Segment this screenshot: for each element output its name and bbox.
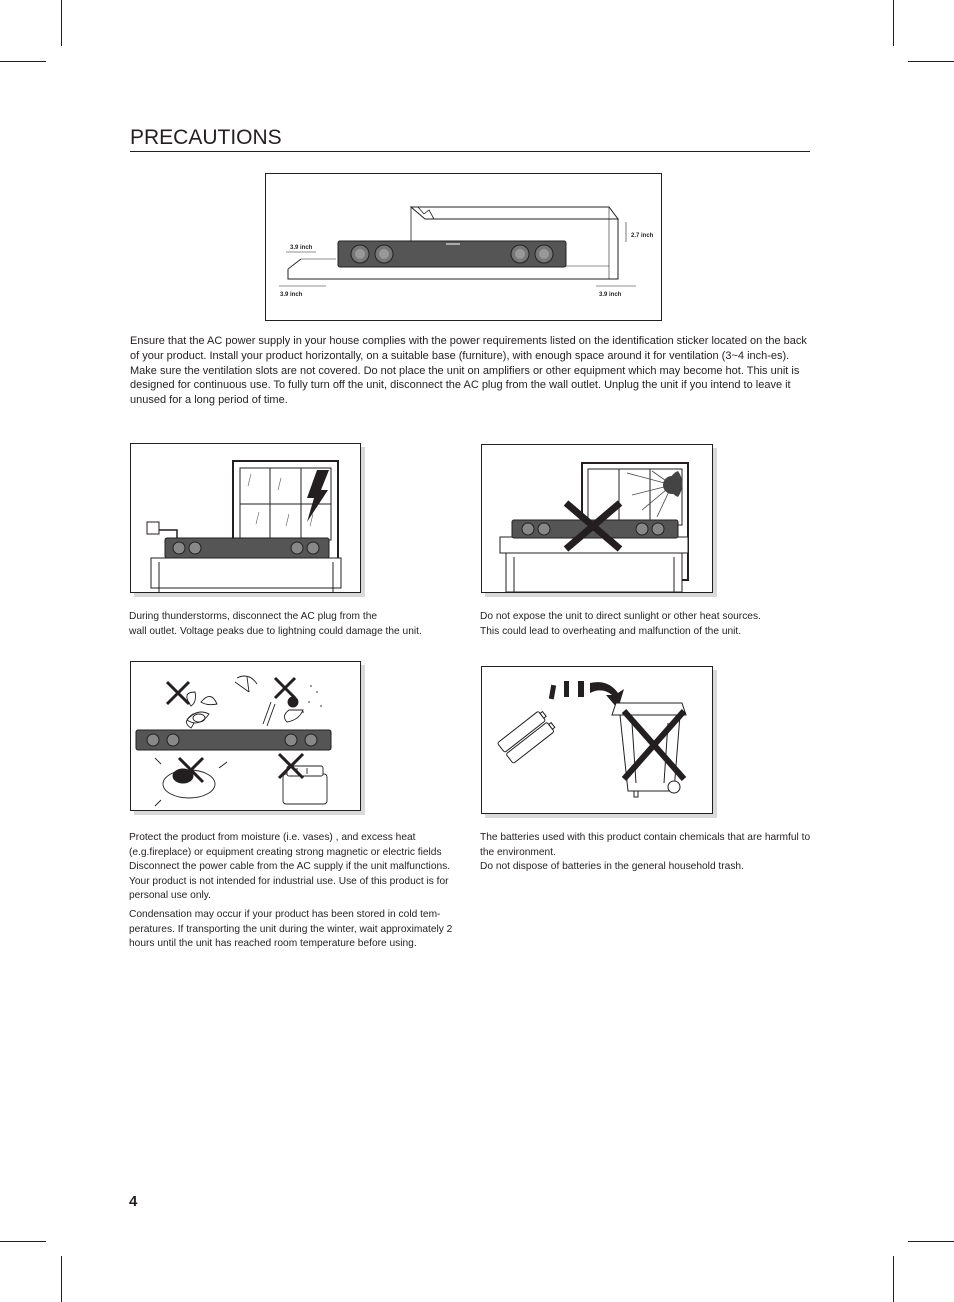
prohibited-x-icon	[167, 682, 189, 704]
dimension-label-bottom-right: 3.9 inch	[599, 292, 622, 298]
dimension-label-bottom-left: 3.9 inch	[280, 292, 303, 298]
soundbar-icon	[165, 538, 329, 558]
dimension-label-height: 2.7 inch	[631, 233, 654, 239]
soundbar-icon	[338, 241, 566, 267]
thunderstorm-figure	[130, 443, 361, 593]
crop-mark	[0, 61, 46, 62]
page-number: 4	[129, 1193, 138, 1210]
arrow-icon	[549, 681, 624, 709]
crop-mark	[908, 1241, 954, 1242]
toaster-icon	[283, 766, 327, 804]
title-divider	[130, 151, 810, 152]
moisture-heat-caption: Protect the product from moisture (i.e. vases) , and excess heat (e.g.fireplace) or equipment creating strong magnetic or electric fields Disconnect the power cable from the AC supply if the unit malfunctions. Your product is not intended for industrial use. Use of this product is for personal use only. Condensation may occur if your product has been stored in cold tem-peratures. If transporting the unit during the winter, wait approximately 2 hours until the unit has reached room temperature before using.	[129, 832, 453, 950]
sunlight-figure	[481, 444, 713, 593]
crop-mark	[893, 0, 894, 46]
crop-mark	[0, 1241, 46, 1242]
crop-mark	[908, 61, 954, 62]
crop-mark	[61, 0, 62, 46]
crop-mark	[61, 1256, 62, 1302]
battery-icon	[497, 709, 556, 763]
sunlight-caption: Do not expose the unit to direct sunlight or other heat sources. This could lead to overheating and malfunction of the unit.	[480, 611, 761, 637]
vase-icon	[186, 692, 217, 728]
crop-mark	[893, 1256, 894, 1302]
ventilation-figure	[265, 173, 662, 321]
battery-disposal-figure	[481, 666, 713, 814]
dimension-label-top-left: 3.9 inch	[290, 245, 313, 251]
battery-caption: The batteries used with this product contain chemicals that are harmful to the environment. Do not dispose of batteries in the general household trash.	[480, 832, 811, 873]
magnet-icon	[235, 676, 303, 726]
heater-icon	[155, 758, 227, 806]
wall-outlet-icon	[147, 522, 159, 534]
soundbar-icon	[136, 730, 331, 750]
moisture-heat-figure	[130, 661, 361, 811]
dots-icon	[302, 685, 322, 713]
prohibited-x-icon	[275, 678, 295, 698]
intro-paragraph: Ensure that the AC power supply in your house complies with the power requirements listed on the identification sticker located on the back of your product. Install your product horizontally, on a suitable base (furniture), with enough space around it for ventilation (3~4 inch-es). Make sure the ventilation slots are not covered. Do not place the unit on amplifiers or other equipment which may become hot. This unit is designed for continuous use. To fully turn off the unit, disconnect the AC plug from the wall outlet. Unplug the unit if you intend to leave it unused for a long period of time.	[130, 335, 807, 407]
page-title: PRECAUTIONS	[130, 126, 282, 149]
thunderstorm-caption: During thunderstorms, disconnect the AC plug from the wall outlet. Voltage peaks due to lightning could damage the unit.	[129, 611, 422, 637]
